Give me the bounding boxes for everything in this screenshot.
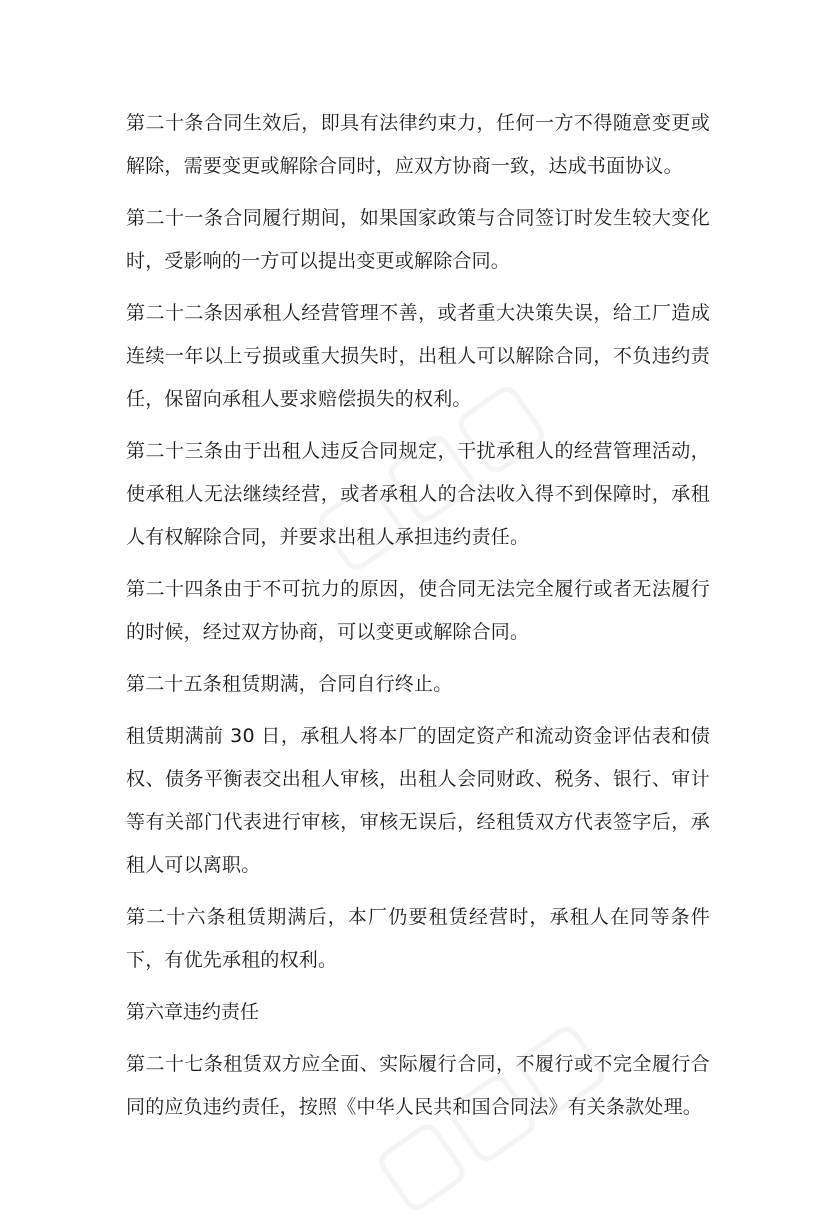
chapter-heading: 第六章违约责任: [126, 1001, 260, 1023]
article-22: 第二十二条因承租人经营管理不善，或者重大决策失误，给工厂造成连续一年以上亏损或重大损失时，出租人可以解除合同，不负违约责任，保留向承租人要求赔偿损失的权利。: [126, 302, 710, 410]
article-27: 第二十七条租赁双方应全面、实际履行合同，不履行或不完全履行合同的应负违约责任，按照《中华人民共和国合同法》有关条款处理。: [126, 1053, 710, 1118]
article-26: 第二十六条租赁期满后，本厂仍要租赁经营时，承租人在同等条件下，有优先承租的权利。: [126, 906, 710, 971]
article-20: 第二十条合同生效后，即具有法律约束力，任何一方不得随意变更或解除，需要变更或解除合同时，应双方协商一致，达成书面协议。: [126, 112, 710, 177]
article-23: 第二十三条由于出租人违反合同规定，干扰承租人的经营管理活动，使承租人无法继续经营，或者承租人的合法收入得不到保障时，承租人有权解除合同，并要求出租人承担违约责任。: [126, 440, 710, 548]
article-25-detail: 租赁期满前 30 日，承租人将本厂的固定资产和流动资金评估表和债权、债务平衡表交出租人审核，出租人会同财政、税务、银行、审计等有关部门代表进行审核，审核无误后，经租赁双方代表签字后，承租人可以离职。: [126, 725, 710, 876]
article-21: 第二十一条合同履行期间，如果国家政策与合同签订时发生较大变化时，受影响的一方可以提出变更或解除合同。: [126, 207, 710, 272]
article-24: 第二十四条由于不可抗力的原因，使合同无法完全履行或者无法履行的时候，经过双方协商，可以变更或解除合同。: [126, 578, 710, 643]
article-25: 第二十五条租赁期满，合同自行终止。: [126, 673, 453, 695]
document-body: [126, 102, 710, 1138]
